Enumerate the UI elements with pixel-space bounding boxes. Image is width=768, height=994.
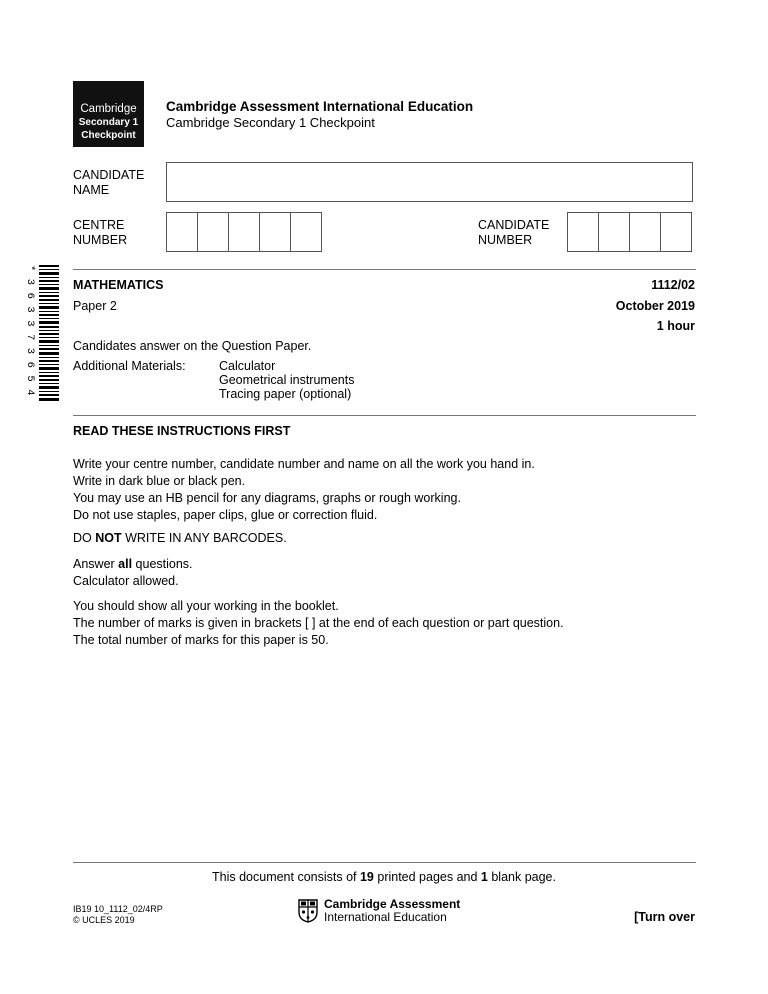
logo-line-3: Checkpoint [81, 130, 136, 141]
candidate-name-label: CANDIDATE NAME [73, 168, 145, 197]
digit-box[interactable] [567, 212, 599, 252]
material-item: Tracing paper (optional) [219, 387, 352, 401]
material-item: Geometrical instruments [219, 373, 355, 387]
subject: MATHEMATICS [73, 278, 164, 292]
barcode-warning: DO NOT WRITE IN ANY BARCODES. [73, 531, 287, 545]
cambridge-assessment-logo [298, 898, 460, 924]
instructions-block-1: Write your centre number, candidate number and name on all the work you hand in. Write in dark blue or black pen. You may use an HB pencil for any diagrams, graphs or rough working. Do not use staples, paper clips, glue or correction fluid. [73, 457, 535, 522]
digit-box[interactable] [660, 212, 692, 252]
paper-number: Paper 2 [73, 299, 117, 313]
turn-over: [Turn over [634, 910, 695, 924]
duration: 1 hour [656, 319, 695, 333]
digit-box[interactable] [259, 212, 291, 252]
paper-code: 1112/02 [651, 278, 695, 292]
divider-middle [73, 415, 696, 416]
candidate-name-field[interactable] [166, 162, 693, 202]
digit-box[interactable] [290, 212, 322, 252]
divider-bottom [73, 862, 696, 863]
instructions-block-4: You should show all your working in the booklet. The number of marks is given in brackets [ ] at the end of each question or part question. The total number of marks for this paper is 50. [73, 599, 564, 647]
logo-text-1: Cambridge Assessment [324, 897, 461, 911]
page-count: This document consists of 19 printed pages and 1 blank page. [212, 870, 556, 884]
answer-note: Candidates answer on the Question Paper. [73, 339, 312, 353]
candidate-number-field[interactable] [567, 212, 692, 252]
crest-icon [298, 899, 318, 923]
digit-box[interactable] [197, 212, 229, 252]
programme-name: Cambridge Secondary 1 Checkpoint [166, 115, 375, 130]
centre-number-label: CENTRE NUMBER [73, 218, 128, 247]
materials-list [219, 359, 354, 401]
logo-text-2: International Education [324, 910, 447, 924]
checkpoint-logo [73, 81, 144, 147]
candidate-number-label: CANDIDATE NUMBER [478, 218, 550, 247]
instructions-heading: READ THESE INSTRUCTIONS FIRST [73, 424, 291, 438]
session: October 2019 [615, 299, 695, 313]
materials-label: Additional Materials: [73, 359, 186, 373]
logo-line-1: Cambridge [80, 103, 137, 115]
centre-number-field[interactable] [166, 212, 322, 252]
digit-box[interactable] [598, 212, 630, 252]
org-name: Cambridge Assessment International Education [166, 99, 474, 114]
material-item: Calculator [219, 359, 276, 373]
barcode [25, 265, 61, 401]
answer-instructions: Answer all questions. Calculator allowed. [73, 557, 193, 588]
digit-box[interactable] [166, 212, 198, 252]
document-reference: IB19 10_1112_02/4RP © UCLES 2019 [73, 904, 163, 925]
logo-line-2: Secondary 1 [78, 117, 139, 128]
digit-box[interactable] [629, 212, 661, 252]
barcode-number: * 3 6 3 3 7 3 6 5 4 5 * [25, 265, 36, 401]
divider-top [73, 269, 696, 270]
digit-box[interactable] [228, 212, 260, 252]
